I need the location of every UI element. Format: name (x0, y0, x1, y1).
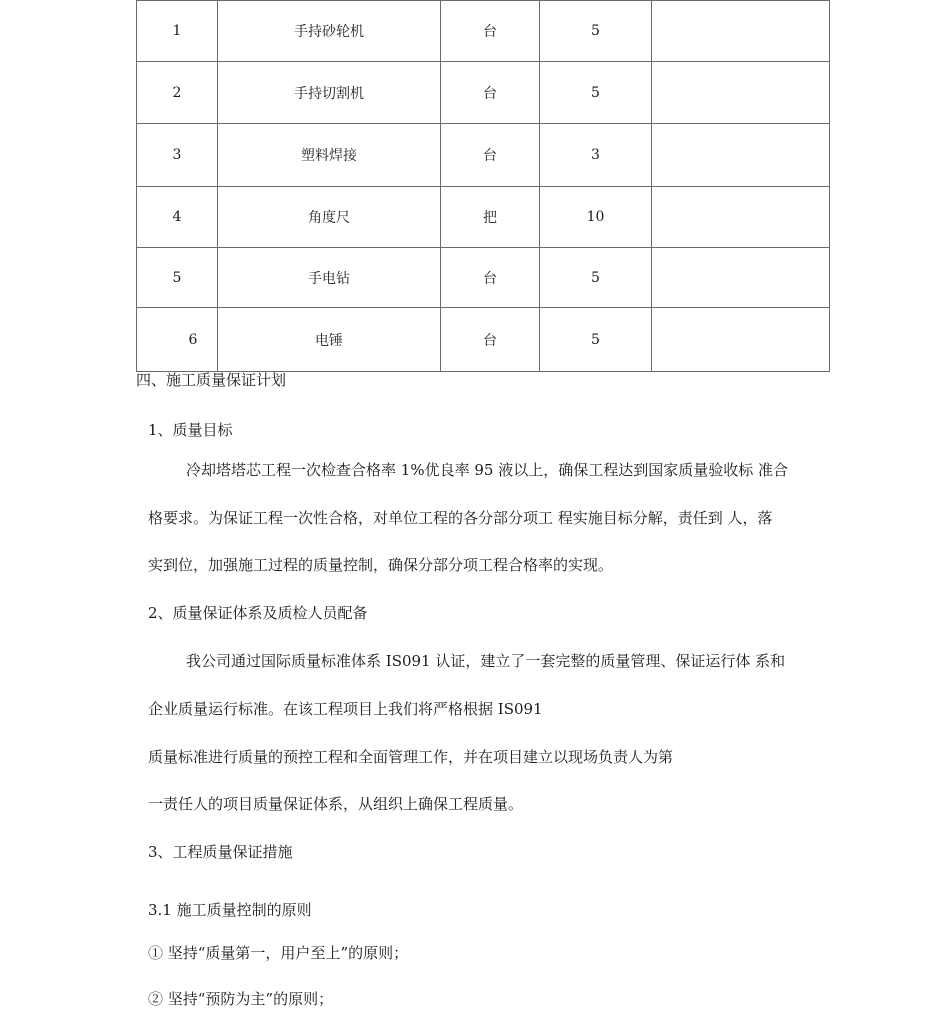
subsection-heading-3: 3、工程质量保证措施 (148, 843, 293, 861)
cell-qty: 5 (540, 248, 652, 308)
paragraph-line: 企业质量运行标准。在该工程项目上我们将严格根据 IS091 (148, 700, 543, 718)
equipment-table (136, 0, 830, 372)
cell-no: 5 (137, 248, 218, 308)
cell-unit: 台 (441, 1, 540, 62)
cell-no: 3 (137, 124, 218, 187)
cell-remark (652, 187, 830, 248)
paragraph-line: 质量标准进行质量的预控工程和全面管理工作，并在项目建立以现场负责人为第 (148, 748, 674, 766)
table-row (137, 187, 830, 248)
cell-name: 角度尺 (218, 187, 441, 248)
paragraph-line: 格要求。为保证工程一次性合格，对单位工程的各分部分项工 程实施目标分解，责任到 人，落 (148, 509, 773, 527)
principle-item: ② 坚持“预防为主”的原则； (148, 990, 334, 1008)
paragraph-line: 一责任人的项目质量保证体系，从组织上确保工程质量。 (148, 795, 524, 813)
paragraph-line: 冷却塔塔芯工程一次检查合格率 1%优良率 95 液以上，确保工程达到国家质量验收标 准合 (186, 461, 788, 479)
cell-name: 手电钻 (218, 248, 441, 308)
section-heading: 四、施工质量保证计划 (136, 371, 287, 389)
cell-qty: 3 (540, 124, 652, 187)
cell-unit: 台 (441, 308, 540, 372)
cell-remark (652, 308, 830, 372)
table-row (137, 1, 830, 62)
cell-qty-value: 10 (586, 208, 605, 225)
cell-name: 塑料焊接 (218, 124, 441, 187)
cell-name: 手持切割机 (218, 62, 441, 124)
cell-qty: 5 (540, 1, 652, 62)
cell-qty: 5 (540, 62, 652, 124)
cell-remark (652, 248, 830, 308)
table-row (137, 248, 830, 308)
cell-unit: 台 (441, 248, 540, 308)
table-row (137, 124, 830, 187)
cell-unit: 台 (441, 62, 540, 124)
cell-no: 2 (137, 62, 218, 124)
cell-name: 电锤 (218, 308, 441, 372)
cell-remark (652, 62, 830, 124)
cell-no: 4 (137, 187, 218, 248)
subsection-heading-3-1: 3.1 施工质量控制的原则 (148, 901, 312, 919)
paragraph-line: 实到位，加强施工过程的质量控制，确保分部分项工程合格率的实现。 (148, 556, 614, 574)
subsection-heading-2: 2、质量保证体系及质检人员配备 (148, 604, 368, 622)
subsection-heading-1: 1、质量目标 (148, 421, 233, 439)
cell-no: 1 (137, 1, 218, 62)
cell-no-value: 6 (188, 332, 198, 348)
cell-remark (652, 124, 830, 187)
principle-item: ① 坚持“质量第一，用户至上”的原则； (148, 944, 409, 962)
cell-name: 手持砂轮机 (218, 1, 441, 62)
cell-no (137, 308, 218, 372)
cell-qty (540, 187, 652, 248)
cell-unit: 台 (441, 124, 540, 187)
table-row (137, 62, 830, 124)
cell-qty: 5 (540, 308, 652, 372)
cell-remark (652, 1, 830, 62)
cell-unit: 把 (441, 187, 540, 248)
paragraph-line: 我公司通过国际质量标准体系 IS091 认证，建立了一套完整的质量管理、保证运行体 系和 (186, 652, 786, 670)
table-row (137, 308, 830, 372)
